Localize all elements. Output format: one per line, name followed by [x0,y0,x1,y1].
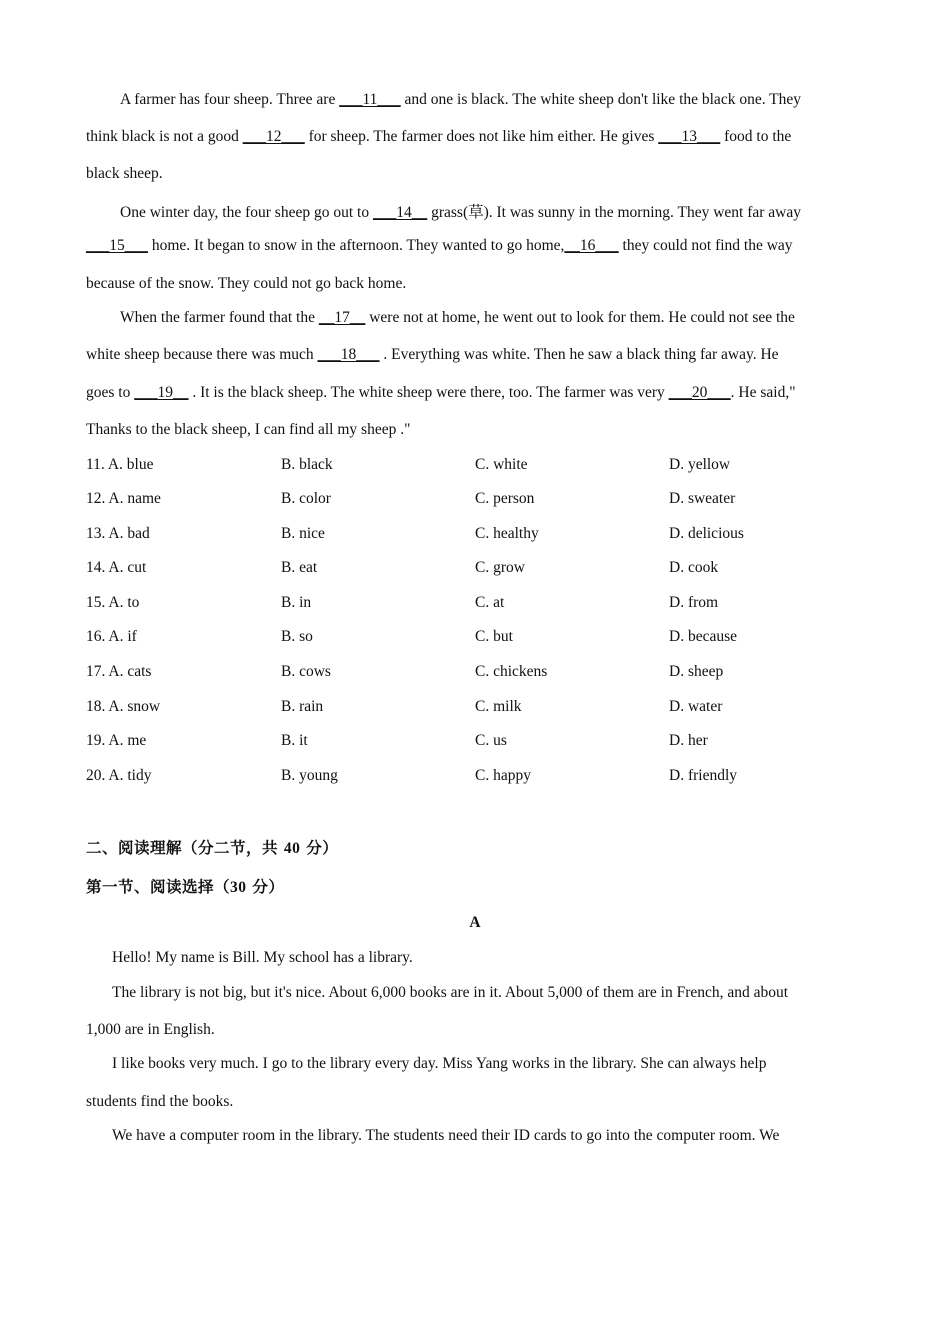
option-19-d: D. her [669,732,708,749]
option-17-c: C. chickens [475,663,548,680]
option-14-d: D. cook [669,559,719,576]
options-row-11 [86,456,866,478]
option-13-b: B. nice [281,525,325,542]
section-heading: 二、阅读理解（分二节，共 40 分） [86,839,339,857]
option-15-a: 15. A. to [86,594,140,611]
passage1-line-6: because of the snow. They could not go back home. [86,275,407,292]
option-18-b: B. rain [281,698,324,715]
passage1-line-5: ___15___ home. It began to snow in the afternoon. They wanted to go home,__16___ they could not find the way [86,237,793,254]
blank-18: ___18___ [317,346,380,363]
option-12-b: B. color [281,490,331,507]
option-15-d: D. from [669,594,719,611]
passage1-line-10: Thanks to the black sheep, I can find all my sheep ." [86,421,411,438]
option-16-a: 16. A. if [86,628,137,645]
option-11-a: 11. A. blue [86,456,154,473]
passage1-line-8: white sheep because there was much ___18___ . Everything was white. Then he saw a black thing far away. He [86,346,779,363]
option-14-a: 14. A. cut [86,559,147,576]
option-16-b: B. so [281,628,313,645]
options-row-19 [86,732,866,754]
blank-17: __17__ [318,309,366,326]
option-15-b: B. in [281,594,312,611]
option-19-c: C. us [475,732,507,749]
option-18-d: D. water [669,698,723,715]
option-20-b: B. young [281,767,338,784]
subsection-heading: 第一节、阅读选择（30 分） [86,878,285,896]
option-12-c: C. person [475,490,535,507]
option-17-b: B. cows [281,663,331,680]
options-row-18 [86,698,866,720]
blank-14: ___14__ [372,204,428,221]
blank-12: ___12___ [242,128,305,145]
option-12-d: D. sweater [669,490,736,507]
option-17-d: D. sheep [669,663,724,680]
passageA-line-5: students find the books. [86,1093,234,1110]
passageA-line-6: We have a computer room in the library. The students need their ID cards to go into the computer room. We [112,1127,780,1144]
option-14-b: B. eat [281,559,318,576]
passageA-line-4: I like books very much. I go to the library every day. Miss Yang works in the library. She can always help [112,1055,767,1072]
blank-15: ___15___ [86,237,148,254]
option-14-c: C. grow [475,559,525,576]
blank-11: ___11___ [339,91,401,108]
options-row-17 [86,663,866,685]
option-13-a: 13. A. bad [86,525,150,542]
option-16-d: D. because [669,628,737,645]
option-16-c: C. but [475,628,513,645]
passage1-line-9: goes to ___19__ . It is the black sheep. The white sheep were there, too. The farmer was very ___20___. He said," [86,384,796,401]
passageA-line-1: Hello! My name is Bill. My school has a library. [112,949,413,966]
option-13-d: D. delicious [669,525,744,542]
option-11-c: C. white [475,456,528,473]
option-20-a: 20. A. tidy [86,767,152,784]
passage1-line-4: One winter day, the four sheep go out to ___14__ grass(草). It was sunny in the morning. They went far away [120,204,801,221]
options-row-16 [86,628,866,650]
passage1-line-2: think black is not a good ___12___ for sheep. The farmer does not like him either. He gives ___13___ food to the [86,128,792,145]
blank-20: ___20___ [668,384,731,401]
options-row-20 [86,767,866,789]
option-12-a: 12. A. name [86,490,161,507]
option-18-a: 18. A. snow [86,698,161,715]
option-15-c: C. at [475,594,505,611]
passageA-line-3: 1,000 are in English. [86,1021,215,1038]
blank-13: ___13___ [658,128,721,145]
options-row-15 [86,594,866,616]
blank-19: ___19__ [134,384,189,401]
passage1-line-3: black sheep. [86,165,163,182]
passage-label: A [469,914,481,931]
option-19-a: 19. A. me [86,732,147,749]
option-20-d: D. friendly [669,767,738,784]
option-13-c: C. healthy [475,525,539,542]
passageA-line-2: The library is not big, but it's nice. About 6,000 books are in it. About 5,000 of them are in French, and about [112,984,789,1001]
options-row-12 [86,490,866,512]
option-11-b: B. black [281,456,333,473]
option-17-a: 17. A. cats [86,663,152,680]
blank-16: __16___ [564,237,619,254]
option-18-c: C. milk [475,698,522,715]
option-20-c: C. happy [475,767,531,784]
passage1-line-7: When the farmer found that the __17__ were not at home, he went out to look for them. He could not see the [120,309,795,326]
option-11-d: D. yellow [669,456,731,473]
options-row-13 [86,525,866,547]
passage1-line-1: A farmer has four sheep. Three are ___11___ and one is black. The white sheep don't like the black one. They [120,91,802,108]
option-19-b: B. it [281,732,308,749]
options-row-14 [86,559,866,581]
